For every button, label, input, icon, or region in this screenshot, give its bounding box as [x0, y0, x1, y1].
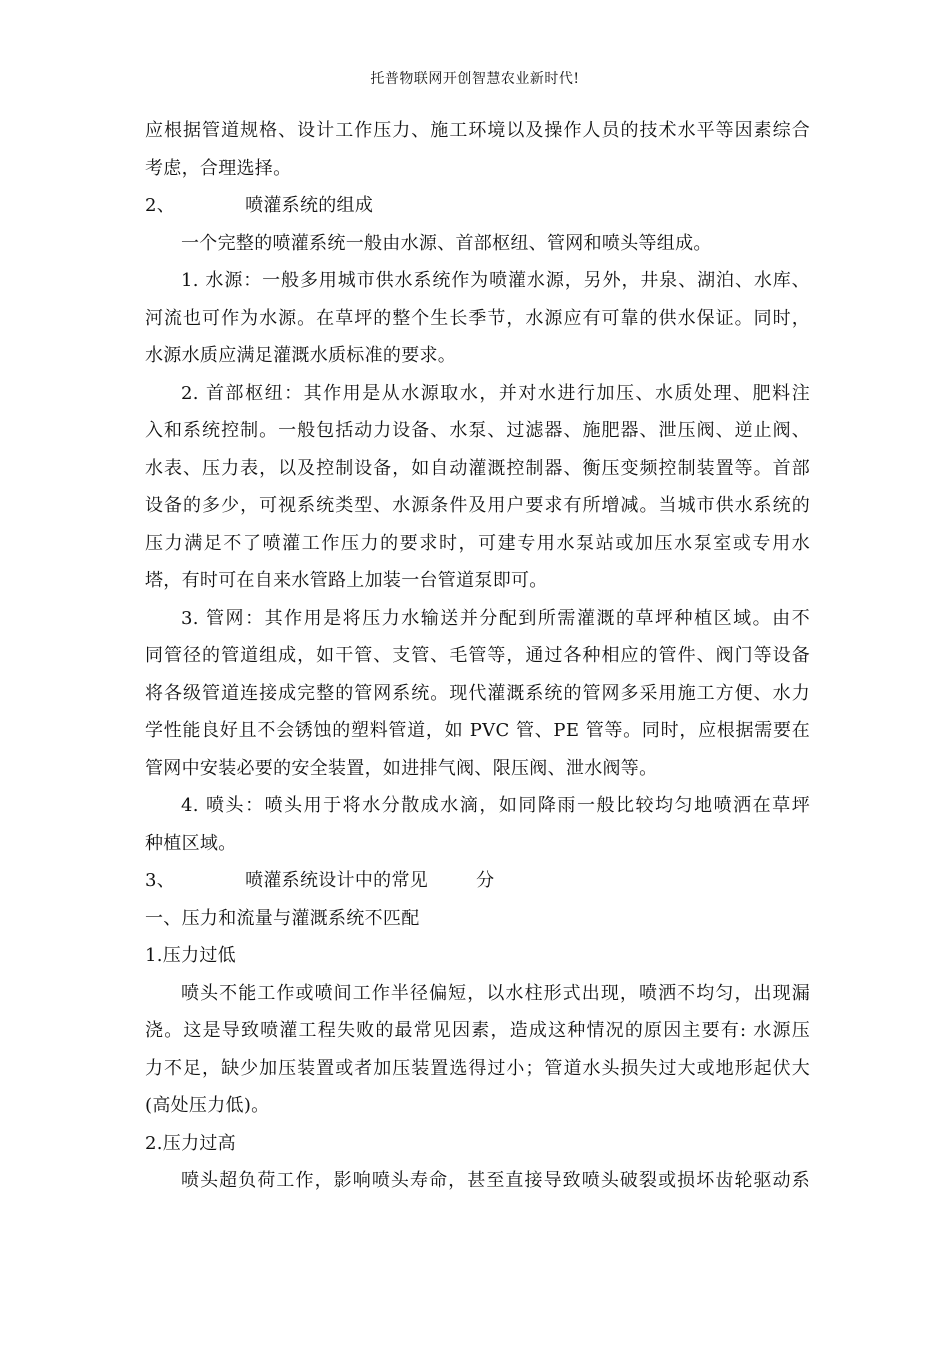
text-line: 一个完整的喷灌系统一般由水源、首部枢纽、管网和喷头等组成。: [181, 232, 712, 254]
text-line: 3. 管网：其作用是将压力水输送并分配到所需灌溉的草坪种植区域。由不: [181, 607, 810, 629]
text-line: 考虑，合理选择。: [145, 157, 292, 179]
text-line: 2. 首部枢纽：其作用是从水源取水，并对水进行加压、水质处理、肥料注: [181, 382, 810, 404]
section-heading-2: [145, 187, 810, 225]
section-heading-3: [145, 862, 810, 900]
text-line: 种植区域。: [145, 832, 237, 854]
text-line: 同管径的管道组成，如干管、支管、毛管等，通过各种相应的管件、阀门等设备: [145, 645, 810, 666]
text-line: 力不足，缺少加压装置或者加压装置选得过小；管道水头损失过大或地形起伏大: [145, 1057, 810, 1079]
text-line: 将各级管道连接成完整的管网系统。现代灌溉系统的管网多采用施工方便、水力: [145, 682, 810, 704]
text-line: 应根据管道规格、设计工作压力、施工环境以及操作人员的技术水平等因素综合: [145, 120, 810, 141]
text-line: 浇。这是导致喷灌工程失败的最常见因素，造成这种情况的原因主要有: 水源压: [145, 1020, 810, 1041]
subheading: 1.压力过低: [145, 945, 236, 966]
section-title: 喷灌系统设计中的常见: [245, 870, 429, 891]
text-line: 设备的多少，可视系统类型、水源条件及用户要求有所增减。当城市供水系统的: [145, 495, 810, 516]
text-line: 入和系统控制。一般包括动力设备、水泵、过滤器、施肥器、泄压阀、逆止阀、: [145, 420, 810, 441]
subheading: 2.压力过高: [145, 1132, 236, 1154]
text-line: 1. 水源：一般多用城市供水系统作为喷灌水源，另外，井泉、湖泊、水库、: [181, 270, 810, 291]
text-line: 水源水质应满足灌溉水质标准的要求。: [145, 345, 457, 366]
text-line: 河流也可作为水源。在草坪的整个生长季节，水源应有可靠的供水保证。同时，: [145, 307, 810, 329]
text-line: 塔，有时可在自来水管路上加装一台管道泵即可。: [145, 570, 548, 591]
text-line: 水表、压力表，以及控制设备，如自动灌溉控制器、衡压变频控制装置等。首部: [145, 457, 810, 479]
text-line: 喷头超负荷工作，影响喷头寿命，甚至直接导致喷头破裂或损坏齿轮驱动系: [181, 1170, 810, 1191]
text-line: 4. 喷头：喷头用于将水分散成水滴，如同降雨一般比较均匀地喷洒在草坪: [181, 795, 810, 816]
text-line: 喷头不能工作或喷间工作半径偏短，以水柱形式出现，喷洒不均匀，出现漏: [181, 982, 810, 1004]
section-number: 2、: [145, 195, 176, 216]
section-title-suffix: 分: [476, 870, 495, 891]
section-number: 3、: [145, 870, 176, 891]
section-title: 喷灌系统的组成: [245, 195, 374, 216]
text-line: (高处压力低)。: [145, 1095, 270, 1116]
text-line: 压力满足不了喷灌工作压力的要求时，可建专用水泵站或加压水泵室或专用水: [145, 532, 810, 554]
text-line: 管网中安装必要的安全装置，如进排气阀、限压阀、泄水阀等。: [145, 757, 658, 779]
document-body: [145, 112, 810, 1200]
page-header: 托普物联网开创智慧农业新时代!: [370, 71, 580, 87]
subheading: 一、压力和流量与灌溉系统不匹配: [145, 907, 420, 929]
text-line: 学性能良好且不会锈蚀的塑料管道，如 PVC 管、PE 管等。同时，应根据需要在: [145, 720, 810, 741]
